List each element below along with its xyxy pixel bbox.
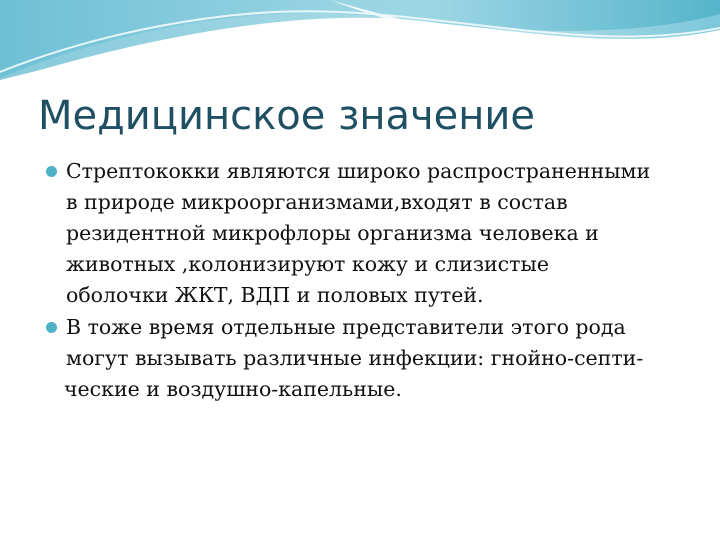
- bullet-list: [46, 156, 706, 406]
- bullet-1-line-5: оболочки ЖКТ, ВДП и половых путей.: [66, 283, 484, 307]
- bullet-1-line-1: Стрептококки являются широко распространенными: [66, 159, 651, 183]
- bullet-2-line-1: В тоже время отдельные представители этого рода: [66, 315, 626, 339]
- bullet-2-line-3: ческие и воздушно-капельные.: [64, 377, 402, 401]
- bullet-item-2: [46, 312, 706, 405]
- bullet-1-line-3: резидентной микрофлоры организма человека и: [66, 221, 599, 245]
- bullet-item-1: [46, 156, 706, 311]
- wave-front: [0, 0, 720, 80]
- bullet-icon: [46, 166, 57, 177]
- bullet-1-line-4: животных ,колонизируют кожу и слизистые: [66, 252, 549, 276]
- header-wave-decoration: [0, 0, 720, 80]
- bullet-1-line-2: в природе микроорганизмами,входят в состав: [66, 190, 568, 214]
- bullet-icon: [46, 322, 57, 333]
- bullet-2-line-2: могут вызывать различные инфекции: гнойно-септи-: [66, 346, 644, 370]
- slide-title: Медицинское значение: [38, 93, 536, 139]
